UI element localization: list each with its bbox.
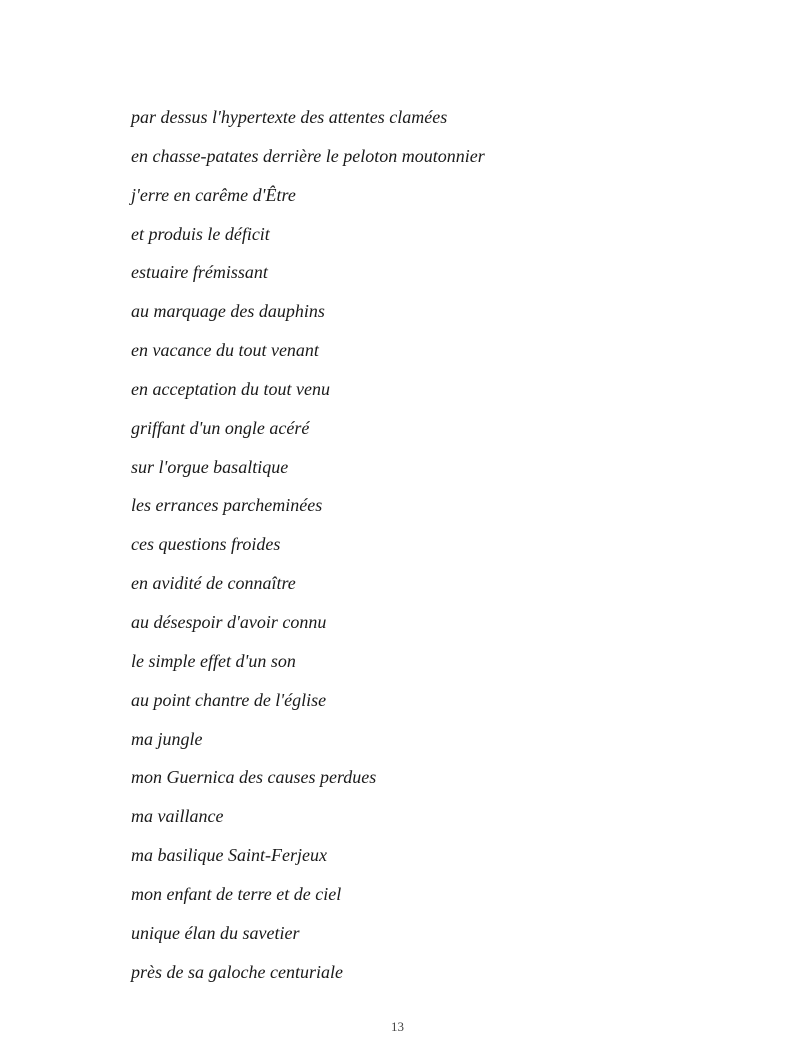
poem-line: mon enfant de terre et de ciel xyxy=(131,883,342,904)
poem-line: en acceptation du tout venu xyxy=(131,378,330,399)
poem-line: ma vaillance xyxy=(131,806,224,827)
poem-line: près de sa galoche centuriale xyxy=(131,961,343,982)
poem-line: en chasse-patates derrière le peloton moutonnier xyxy=(131,145,485,166)
poem-line: griffant d'un ongle acéré xyxy=(131,417,310,438)
poem-line: ma jungle xyxy=(131,728,203,749)
poem-line: mon Guernica des causes perdues xyxy=(131,767,377,788)
poem-line: les errances parcheminées xyxy=(131,495,323,516)
poem-line: unique élan du savetier xyxy=(131,922,300,943)
poem-line: en vacance du tout venant xyxy=(131,340,319,361)
page-number: 13 xyxy=(391,1019,404,1034)
poem-line: ma basilique Saint-Ferjeux xyxy=(131,845,327,866)
poem-line: et produis le déficit xyxy=(131,223,270,244)
poem-line: au point chantre de l'église xyxy=(131,689,327,710)
poem-line: par dessus l'hypertexte des attentes clamées xyxy=(131,107,448,127)
poem xyxy=(131,98,485,991)
poem-line: au désespoir d'avoir connu xyxy=(131,611,327,632)
poem-line: en avidité de connaître xyxy=(131,573,296,594)
poem-line: ces questions froides xyxy=(131,534,281,555)
poem-line: estuaire frémissant xyxy=(131,262,268,283)
poem-line: j'erre en carême d'Être xyxy=(131,184,296,205)
poem-line: le simple effet d'un son xyxy=(131,650,296,671)
poem-line: au marquage des dauphins xyxy=(131,301,325,322)
poem-line: sur l'orgue basaltique xyxy=(131,456,289,477)
